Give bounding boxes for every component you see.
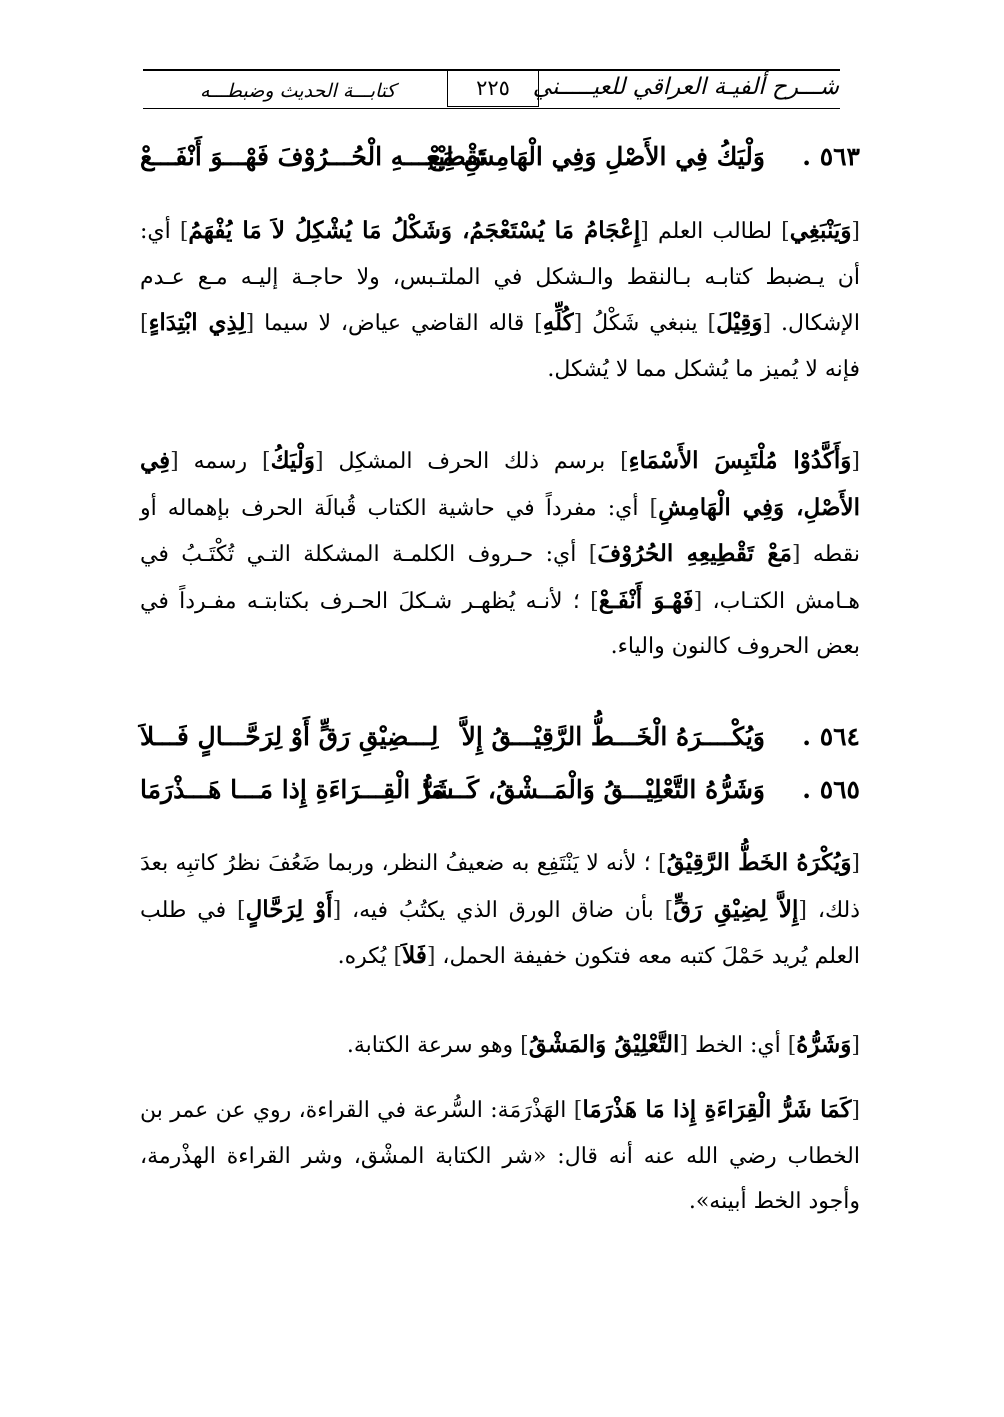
keyword: وَيَنْبَغِي [789,217,852,244]
verse-number: ٥٦٥ . [802,775,860,804]
verse-number: ٥٦٤ . [802,722,860,751]
commentary-paragraph-2: [وَأَكَّدُوْا مُلْتَبِسَ الأَسْمَاءِ] برسم ذلك الحرف المشكِل [وَلْيَكُ] رسمه [فِي الأَصْلِ، وَفِي الْهَامِشِ] أي: مفرداً في حاشية الكتاب قُبالَة الحرف بإهماله أو نقطه [مَعْ تَقْطِيعِهِ الحُرُوْفَ] أي: حـروف الكلمـة المشكلة التـي تُكْتَـبُ في هـامش الكتـاب، [فَهْـوَ أَنْفَـعْ] ؛ لأنـه يُظهـر شـكلَ الحـرف بكتابتـه مفـرداً في بعض الحروف كالنون والياء. [140,447,861,659]
verse-second-hemistich: شَرُّ الْقِـــرَاءَةِ إِذا مَـــا هَـــذْرَمَا [140,775,454,804]
book-title: شـــرح ألفيـة العراقي للعيـــــني [532,74,839,100]
keyword: التَّعْلِيْقُ وَالمَشْقُ [528,1031,680,1058]
text: وهو سرعة الكتابة. [346,1033,514,1058]
keyword: مَعْ تَقْطِيعِهِ الحُرُوْفَ [597,540,792,567]
keyword: وَلْيَكُ [270,447,316,474]
text: برسم ذلك الحرف المشكِل [338,449,606,474]
keyword: إِلاَّ لِضِيْقِ رَقٍّ [673,895,799,923]
commentary-paragraph-1: [وَيَنْبَغِي] لطالب العلم [إِعْجَامُ مَا يُسْتَعْجَمُ، وَشَكْلُ مَا يُشْكِلُ لاَ مَا يُفْهَمُ] أي: أن يـضبط كتابـه بـالنقط والـشكل في الملتـبس، ولا حاجـة إليـه مـع عـدم الإشكال. [وَقِيْلَ] ينبغي شَكْلُ [كُلِّهِ] قاله القاضي عياض، لا سيما [لِذِي ابْتِدَاءٍ] فإنه لا يُميز ما يُشكل مما لا يُشكل. [140,217,861,382]
text: في طلب العلم يُريد حَمْلَ كتبه معه فتكون خفيفة الحمل، [140,897,860,969]
commentary-paragraph-4: [وَشَرُّهُ] أي: الخط [التَّعْلِيْقُ وَالمَشْقُ] وهو سرعة الكتابة. [346,1031,860,1058]
text: بأن ضاق الورق الذي يكتُبُ فيه، [352,897,654,923]
keyword: أَوْ لِرَحَّالٍ [245,895,333,923]
verse-number: ٥٦٣ . [802,142,860,171]
verse-first-hemistich: وَيُكْــــرَهُ الْخَـــطُّ الرَّقِيْـــقُ إِلاَّ [461,722,765,751]
keyword: إِعْجَامُ مَا يُسْتَعْجَمُ، وَشَكْلُ مَا يُشْكِلُ لاَ مَا يُفْهَمُ [188,217,641,244]
text: ؛ لأنه لا يَنْتَفِع به ضعيفُ النظر، وربما ضَعُفَ نظرُ كاتبِه بعدَ ذلك، [140,851,861,923]
keyword: وَقِيْلَ [716,309,763,336]
text: لطالب العلم [657,219,773,244]
text: أي: الخط [695,1033,781,1058]
text: ؛ لأنـه يُظهـر شـكلَ الحـرف بكتابتـه مفـرداً في بعض الحروف كالنون والياء. [140,588,860,659]
chapter-title: كتابـــة الحديث وضبطـــه [200,80,396,102]
text: قاله القاضي عياض، لا سيما [264,311,525,336]
verse-second-hemistich: لِـــضِيْقِ رَقٍّ أَوْ لِرَحَّـــالٍ فَـــلاَ [140,722,439,751]
page-number: ٢٢٥ [447,70,539,107]
text: الهَذْرَمَة: السُّرعة في القراءة، روي عن عمر بن الخطاب رضي الله عنه أنه قال: «شر الكتابة المشْق، وشر القراءة الهذْرمة، وأجود الخط أبينه». [140,1098,860,1214]
keyword: وَأَكَّدُوْا مُلْتَبِسَ الأَسْمَاءِ [628,447,852,474]
keyword: وَشَرُّهُ [796,1031,852,1058]
verse-second-hemistich: تَقْطِيْعِـــهِ الْحُـــرُوْفَ فَهْـــوَ أَنْفَـــعْ [140,142,486,171]
verse-first-hemistich: وَلْيَكُ فِي الأَصْلِ وَفِي الْهَامِشِ مَعْ [428,142,765,171]
keyword: لِذِي ابْتِدَاءٍ [148,309,246,336]
text: ينبغي شَكْلُ [592,311,698,336]
text: أي: حـروف الكلمـة المشكلة التـي تُكْتَـبُ في هـامش الكتـاب، [140,542,860,614]
header-bottom-rule [143,108,840,109]
text: فإنه لا يُميز ما يُشكل مما لا يُشكل. [547,356,860,382]
keyword: فَهْـوَ أَنْفَـعْ [598,586,694,614]
keyword: فَلاَ [402,942,427,969]
text: أي: مفرداً في حاشية الكتاب قُبالَة الحرف بإهماله أو نقطه [140,495,861,567]
keyword: فِي الأَصْلِ، وَفِي الْهَامِشِ [140,447,860,521]
verse-first-hemistich: وَشَرُّهُ التَّعْلِيْـــقُ وَالْمَــشْقُ، كَـــمَا [423,775,765,804]
commentary-paragraph-5: [كَمَا شَرُّ الْقِرَاءَةِ إِذا مَا هَذْرَمَا] الهَذْرَمَة: السُّرعة في القراءة، روي عن عمر بن الخطاب رضي الله عنه أنه قال: «شر الكتابة المشْق، وشر القراءة الهذْرمة، وأجود الخط أبينه». [140,1096,861,1214]
text: يُكره. [337,944,387,969]
keyword: كَمَا شَرُّ الْقِرَاءَةِ إِذا مَا هَذْرَمَا [582,1096,852,1123]
commentary-paragraph-3: [وَيُكْرَهُ الخَطُّ الرَّقِيْقُ] ؛ لأنه لا يَنْتَفِع به ضعيفُ النظر، وربما ضَعُفَ نظرُ كاتبِه بعدَ ذلك، [إِلاَّ لِضِيْقِ رَقٍّ] بأن ضاق الورق الذي يكتُبُ فيه، [أَوْ لِرَحَّالٍ] في طلب العلم يُريد حَمْلَ كتبه معه فتكون خفيفة الحمل، [فَلاَ] يُكره. [140,849,861,969]
keyword: كُلِّهِ [542,309,574,336]
keyword: وَيُكْرَهُ الخَطُّ الرَّقِيْقُ [666,849,852,876]
text: أي: أن يـضبط كتابـه بـالنقط والـشكل في الملتـبس، ولا حاجـة إليـه مـع عـدم الإشكال. [140,219,860,336]
text: رسمه [193,449,248,474]
